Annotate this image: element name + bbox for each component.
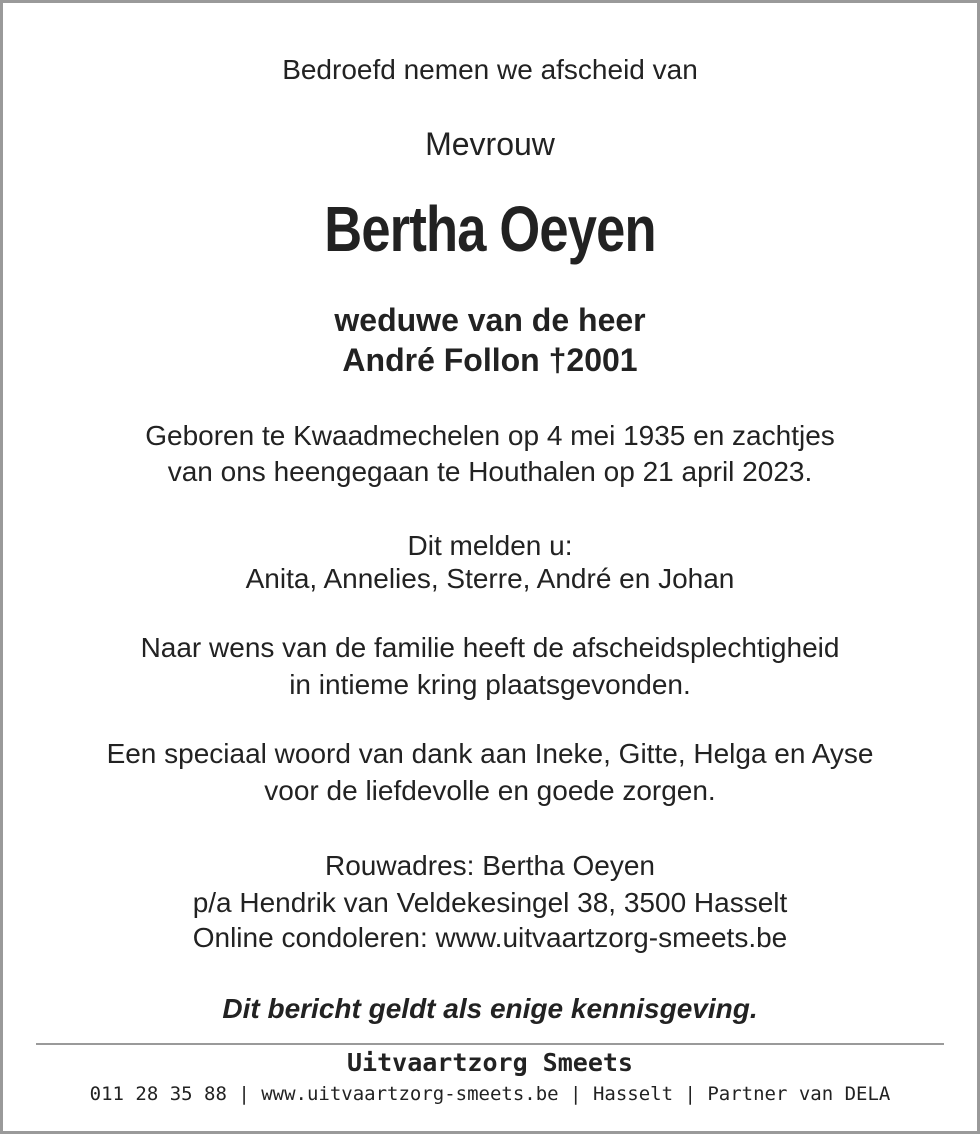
spouse-line-2: André Follon †2001	[342, 342, 638, 378]
footer-divider	[36, 1043, 944, 1045]
birth-line-1: Geboren te Kwaadmechelen op 4 mei 1935 en zachtjes	[145, 420, 835, 451]
birth-line-2: van ons heengegaan te Houthalen op 21 april 2023.	[167, 456, 813, 487]
thanks-line-2: voor de liefdevolle en goede zorgen.	[264, 775, 716, 806]
mourning-address-label: Rouwadres: Bertha Oeyen	[325, 850, 655, 881]
announcers-label: Dit melden u:	[407, 530, 573, 561]
mourning-address: p/a Hendrik van Veldekesingel 38, 3500 Hasselt	[192, 887, 788, 918]
only-notice-text: Dit bericht geldt als enige kennisgeving.	[222, 993, 758, 1024]
company-name: Uitvaartzorg Smeets	[347, 1048, 633, 1077]
intro-text: Bedroefd nemen we afscheid van	[282, 54, 698, 85]
announcers-list: Anita, Annelies, Sterre, André en Johan	[245, 563, 735, 594]
thanks-line-1: Een speciaal woord van dank aan Ineke, Gitte, Helga en Ayse	[106, 738, 874, 769]
deceased-name: Bertha Oeyen	[324, 193, 656, 265]
spouse-line-1: weduwe van de heer	[334, 302, 646, 338]
ceremony-line-1: Naar wens van de familie heeft de afscheidsplechtigheid	[140, 632, 840, 663]
online-condolence-text: Online condoleren: www.uitvaartzorg-smeets.be	[192, 922, 788, 953]
ceremony-line-2: in intieme kring plaatsgevonden.	[289, 669, 691, 700]
company-contact: 011 28 35 88 | www.uitvaartzorg-smeets.be | Hasselt | Partner van DELA	[89, 1083, 891, 1105]
title-prefix: Mevrouw	[425, 126, 555, 162]
